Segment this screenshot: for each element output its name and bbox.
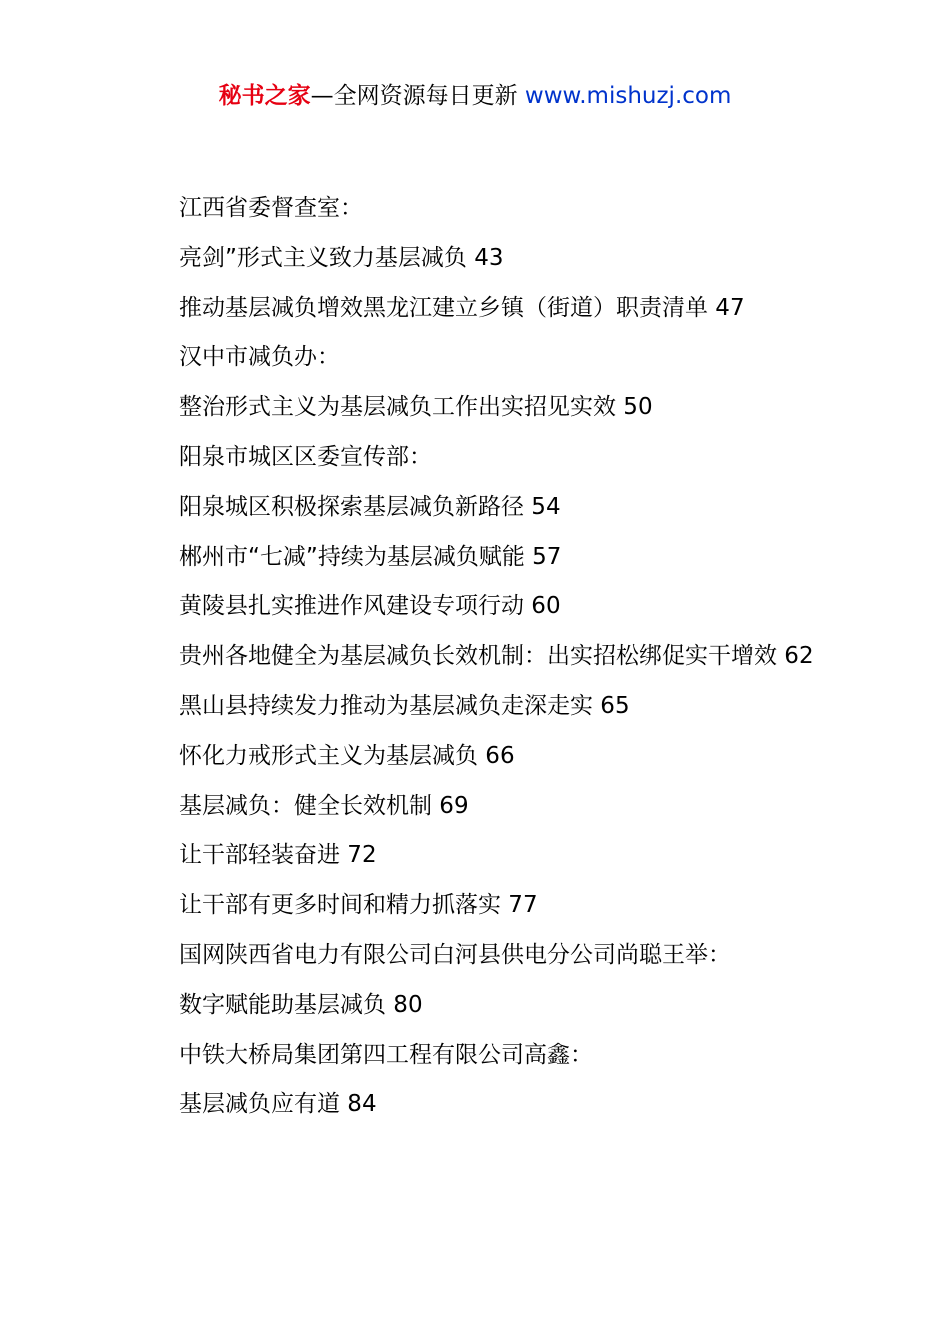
toc-entry: 基层减负：健全长效机制 69 <box>179 792 469 819</box>
toc-entry: 国网陕西省电力有限公司白河县供电分公司尚聪王举： <box>179 941 731 968</box>
brand-name: 秘书之家 <box>218 83 311 109</box>
toc-entry: 亮剑”形式主义致力基层减负 43 <box>179 244 504 271</box>
toc-entry: 郴州市“七减”持续为基层减负赋能 57 <box>179 543 562 570</box>
site-header <box>0 80 950 112</box>
table-of-contents <box>127 184 837 1130</box>
toc-entry: 怀化力戒形式主义为基层减负 66 <box>179 742 515 769</box>
toc-entry: 整治形式主义为基层减负工作出实招见实效 50 <box>179 394 653 421</box>
header-tagline: —全网资源每日更新 <box>310 83 518 109</box>
site-url-link[interactable]: www.mishuzj.com <box>524 83 732 109</box>
toc-entry: 中铁大桥局集团第四工程有限公司高鑫： <box>179 1041 593 1068</box>
toc-entry: 江西省委督查室： <box>179 195 363 221</box>
toc-entry: 数字赋能助基层减负 80 <box>179 991 423 1018</box>
toc-entry: 让干部轻装奋进 72 <box>179 842 377 869</box>
toc-entry: 汉中市减负办： <box>179 344 340 371</box>
toc-entry: 黄陵县扎实推进作风建设专项行动 60 <box>179 593 561 620</box>
toc-entry: 推动基层减负增效黑龙江建立乡镇（街道）职责清单 47 <box>179 294 745 321</box>
toc-entry: 基层减负应有道 84 <box>179 1091 377 1118</box>
toc-entry: 黑山县持续发力推动为基层减负走深走实 65 <box>179 692 630 719</box>
toc-entry: 让干部有更多时间和精力抓落实 77 <box>179 892 538 919</box>
toc-entry: 阳泉市城区区委宣传部： <box>179 443 432 470</box>
toc-entry: 贵州各地健全为基层减负长效机制：出实招松绑促实干增效 62 <box>179 643 814 670</box>
toc-entry: 阳泉城区积极探索基层减负新路径 54 <box>179 493 561 520</box>
